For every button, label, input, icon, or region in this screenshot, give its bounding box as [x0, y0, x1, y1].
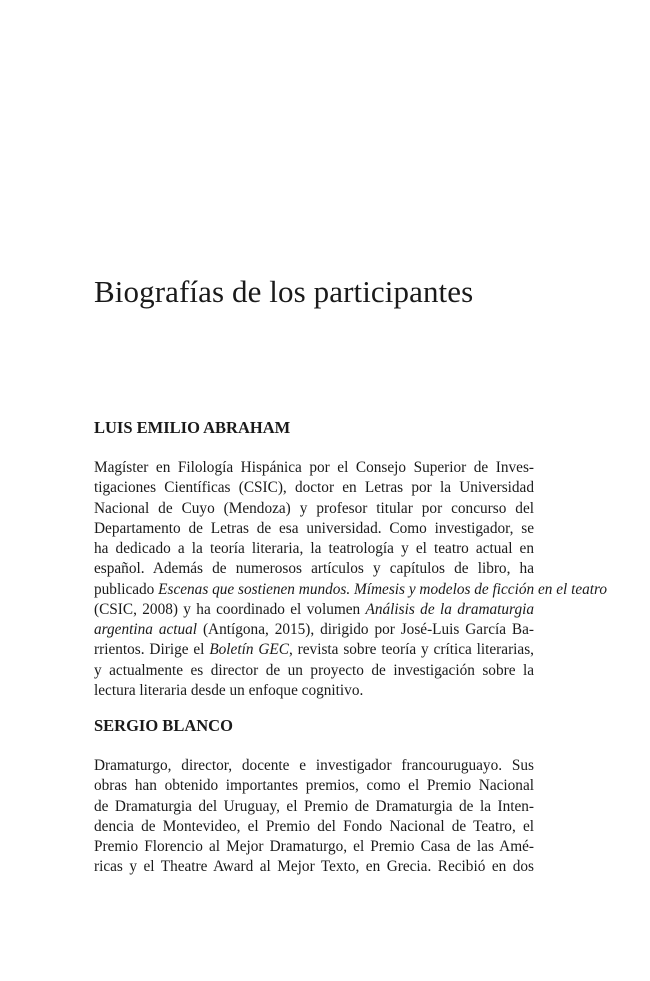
text-span: publicado [94, 580, 159, 598]
text-span: Nacional de Cuyo (Mendoza) y profesor titular por concurso del [94, 499, 534, 517]
text-span: de Dramaturgia del Uruguay, el Premio de Dramaturgia de la Inten- [94, 797, 534, 815]
text-span: Premio Florencio al Mejor Dramaturgo, el Premio Casa de las Amé- [94, 838, 534, 855]
text-span: español. Además de numerosos artículos y capítulos de libro, ha [94, 560, 534, 578]
text-line [94, 519, 534, 539]
biography-sergio-blanco [94, 715, 534, 878]
text-span: (Antígona, 2015), dirigido por José-Luis García Ba- [197, 621, 535, 638]
text-span: Magíster en Filología Hispánica por el Consejo Superior de Inves- [94, 459, 534, 476]
biography-text [94, 458, 608, 701]
italic-title: Boletín GEC [209, 641, 289, 659]
text-line [94, 837, 534, 857]
text-line [94, 776, 534, 796]
text-line [94, 797, 534, 817]
text-line [94, 661, 534, 681]
text-line [94, 499, 534, 519]
italic-title: Escenas que sostienen mundos. Mímesis y modelos de ficción en el teatro [158, 580, 608, 598]
page-title: Biografías de los participantes [94, 274, 474, 309]
text-line [94, 681, 534, 701]
text-line [94, 600, 534, 620]
text-line [94, 478, 534, 498]
text-span: ha dedicado a la teoría literaria, la teatrología y el teatro actual en [94, 540, 534, 557]
text-span: Dramaturgo, director, docente e investigador francouruguayo. Sus [94, 757, 534, 774]
text-span: rrientos. Dirige el [94, 641, 210, 659]
text-line [94, 640, 534, 660]
text-line [94, 539, 534, 559]
text-span: Departamento de Letras de esa universidad. Como investigador, se [94, 519, 534, 537]
text-line [94, 580, 608, 600]
text-line [94, 817, 534, 837]
text-span: , revista sobre teoría y crítica literarias, [288, 641, 534, 659]
text-line [94, 756, 534, 776]
italic-title: argentina actual [94, 621, 198, 638]
text-line [94, 559, 534, 579]
biography-text [94, 756, 534, 878]
italic-title: Análisis de la dramaturgia [365, 600, 534, 618]
text-span: y actualmente es director de un proyecto de investigación sobre la [94, 661, 534, 679]
text-span: ricas y el Theatre Award al Mejor Texto, en Grecia. Recibió en dos [94, 858, 534, 876]
text-span: (CSIC, 2008) y ha coordinado el volumen [94, 600, 366, 618]
text-line [94, 857, 534, 877]
text-span: tigaciones Científicas (CSIC), doctor en Letras por la Universidad [94, 479, 534, 497]
participant-name: LUIS EMILIO ABRAHAM [94, 418, 291, 437]
text-span: dencia de Montevideo, el Premio del Fondo Nacional de Teatro, el [94, 817, 534, 835]
participant-name: SERGIO BLANCO [94, 716, 233, 735]
text-span: lectura literaria desde un enfoque cognitivo. [94, 681, 364, 699]
text-line [94, 458, 534, 478]
text-span: obras han obtenido importantes premios, como el Premio Nacional [94, 777, 534, 795]
biography-luis-emilio-abraham [94, 417, 608, 701]
text-line [94, 620, 534, 640]
